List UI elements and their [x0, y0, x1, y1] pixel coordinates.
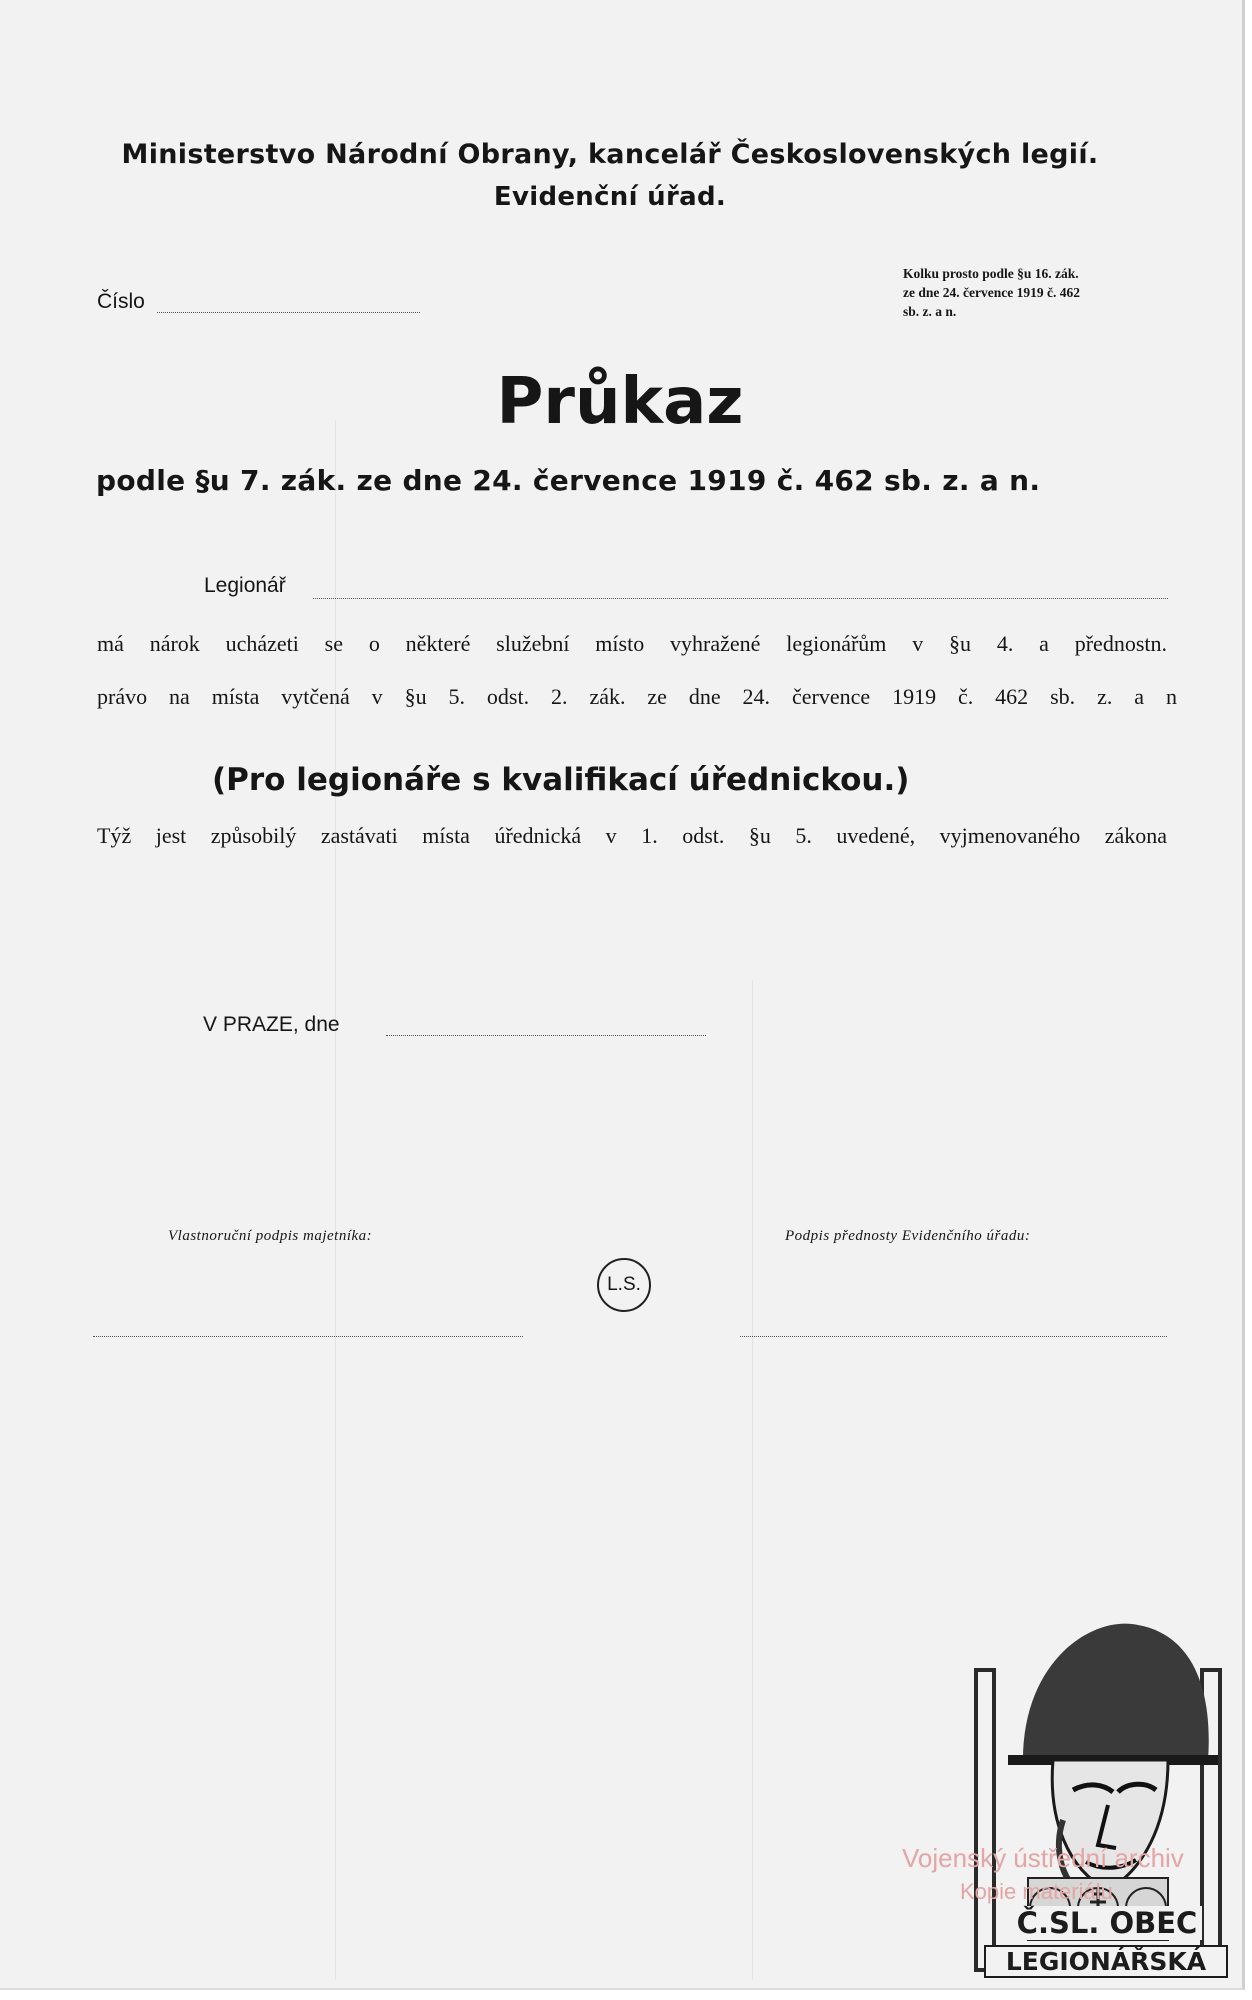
document-subtitle: podle §u 7. zák. ze dne 24. července 1919 č. 462 sb. z. a n. [96, 464, 1041, 497]
stamp-note-line: Kolku prosto podle §u 16. zák. [903, 266, 1079, 281]
owner-signature-label: Vlastnoruční podpis majetníka: [168, 1228, 373, 1244]
ministry-header: Ministerstvo Národní Obrany, kancelář Československých legií. [121, 139, 1099, 170]
place-date-label: V PRAZE, dne [203, 1013, 340, 1036]
stamp-note-line: sb. z. a n. [903, 304, 957, 319]
legionnaire-label: Legionář [204, 574, 286, 597]
office-header: Evidenční úřad. [493, 182, 727, 212]
emblem-line-1: Č.SL. OBEC [1012, 1906, 1202, 1940]
legionnaire-name-line[interactable] [313, 598, 1168, 599]
head-signature-line[interactable] [740, 1336, 1167, 1337]
document-title: Průkaz [496, 365, 744, 439]
emblem-line-2: LEGIONÁŘSKÁ [984, 1945, 1228, 1978]
entitlement-line-2: právo na místa vytčená v §u 5. odst. 2. zák. ze dne 24. července 1919 č. 462 sb. z. a n [97, 684, 1177, 709]
archive-watermark-line-2: Kopie materiálu [960, 1879, 1113, 1904]
number-label: Číslo [97, 290, 145, 313]
seal-mark: L.S. [597, 1258, 651, 1312]
entitlement-line-1: má nárok ucházeti se o některé služební místo vyhražené legionářům v §u 4. a přednostn. [97, 631, 1167, 656]
owner-signature-line[interactable] [93, 1336, 523, 1337]
qualification-heading: (Pro legionáře s kvalifikací úřednickou.) [212, 762, 910, 798]
archive-watermark-line-1: Vojenský ústřední archiv [902, 1843, 1184, 1873]
number-field-line[interactable] [157, 312, 420, 313]
stamp-exemption-note [903, 264, 1183, 321]
stamp-note-line: ze dne 24. července 1919 č. 462 [903, 285, 1080, 300]
paper-fold [752, 980, 753, 1980]
legion-emblem [968, 1570, 1228, 1980]
head-signature-label: Podpis přednosty Evidenčního úřadu: [785, 1228, 1031, 1244]
qualification-text: Týž jest způsobilý zastávati místa úřednická v 1. odst. §u 5. uvedené, vyjmenovaného zákona [97, 823, 1167, 848]
date-field-line[interactable] [386, 1035, 706, 1036]
